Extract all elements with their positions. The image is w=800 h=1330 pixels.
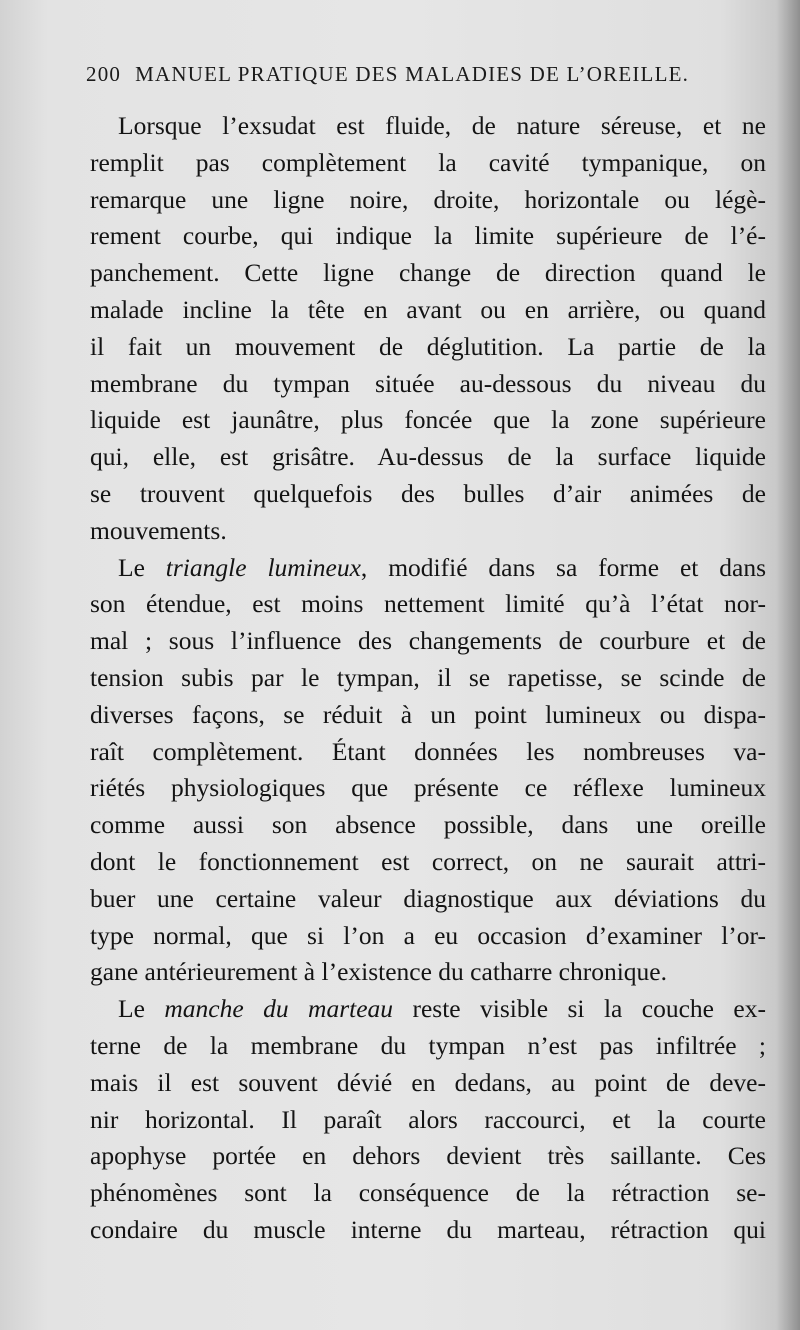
text-line — [90, 550, 766, 587]
text-line: condaire du muscle interne du marteau, rétraction qui — [90, 1214, 766, 1244]
text-line: se trouvent quelquefois des bulles d’air animées de — [90, 478, 766, 508]
text-line — [90, 991, 766, 1028]
text-run: Le — [118, 552, 166, 582]
text-run: , modifié dans sa forme et dans — [360, 552, 767, 582]
text-line: buer une certaine valeur diagnostique aux déviations du — [90, 883, 766, 913]
text-line: riétés physiologiques que présente ce réflexe lumineux — [90, 773, 766, 803]
italic-term: manche du marteau — [164, 994, 394, 1024]
text-line: panchement. Cette ligne change de direction quand le — [90, 258, 766, 288]
text-run: reste visible si la couche ex- — [393, 994, 766, 1024]
paragraph-1 — [90, 108, 766, 550]
text-line: diverses façons, se réduit à un point lumineux ou dispa- — [90, 699, 766, 729]
text-line: phénomènes sont la conséquence de la rétraction se- — [90, 1178, 766, 1208]
text-line: il fait un mouvement de déglutition. La partie de la — [90, 331, 766, 361]
text-line: malade incline la tête en avant ou en arrière, ou quand — [90, 294, 766, 324]
text-line: qui, elle, est grisâtre. Au-dessus de la surface liquide — [90, 442, 766, 472]
text-line: rement courbe, qui indique la limite supérieure de l’é- — [90, 221, 766, 251]
text-line: liquide est jaunâtre, plus foncée que la zone supérieure — [90, 405, 766, 435]
text-line: son étendue, est moins nettement limité qu’à l’état nor- — [90, 589, 766, 619]
text-line: remarque une ligne noire, droite, horizontale ou légè- — [90, 184, 766, 214]
text-line: raît complètement. Étant données les nombreuses va- — [90, 736, 766, 766]
text-line: terne de la membrane du tympan n’est pas infiltrée ; — [90, 1030, 766, 1060]
text-line: nir horizontal. Il paraît alors raccourci, et la courte — [90, 1104, 766, 1134]
text-line: mouvements. — [90, 515, 227, 545]
text-run: Le — [118, 994, 165, 1024]
text-line: dont le fonctionnement est correct, on ne saurait attri- — [90, 846, 766, 876]
paragraph-2 — [90, 550, 766, 992]
text-line: apophyse portée en dehors devient très saillante. Ces — [90, 1141, 766, 1171]
text-line: membrane du tympan située au-dessous du niveau du — [90, 368, 766, 398]
text-line: type normal, que si l’on a eu occasion d’examiner l’or- — [90, 920, 766, 950]
text-line: Lorsque l’exsudat est fluide, de nature séreuse, et ne — [118, 111, 766, 140]
body-text — [90, 108, 766, 1249]
running-header — [86, 62, 766, 87]
text-line: comme aussi son absence possible, dans une oreille — [90, 810, 766, 840]
text-line: tension subis par le tympan, il se rapetisse, se scinde de — [90, 662, 766, 692]
text-line: gane antérieurement à l’existence du catharre chronique. — [90, 957, 667, 987]
page-number: 200 — [86, 62, 122, 86]
italic-term: triangle lumineux — [165, 552, 361, 582]
text-line: mal ; sous l’influence des changements de courbure et de — [90, 626, 766, 656]
paragraph-3 — [90, 991, 766, 1249]
text-line: mais il est souvent dévié en dedans, au point de deve- — [90, 1067, 766, 1097]
running-title: MANUEL PRATIQUE DES MALADIES DE L’OREILLE. — [135, 62, 690, 86]
text-line: remplit pas complètement la cavité tympanique, on — [90, 147, 766, 177]
